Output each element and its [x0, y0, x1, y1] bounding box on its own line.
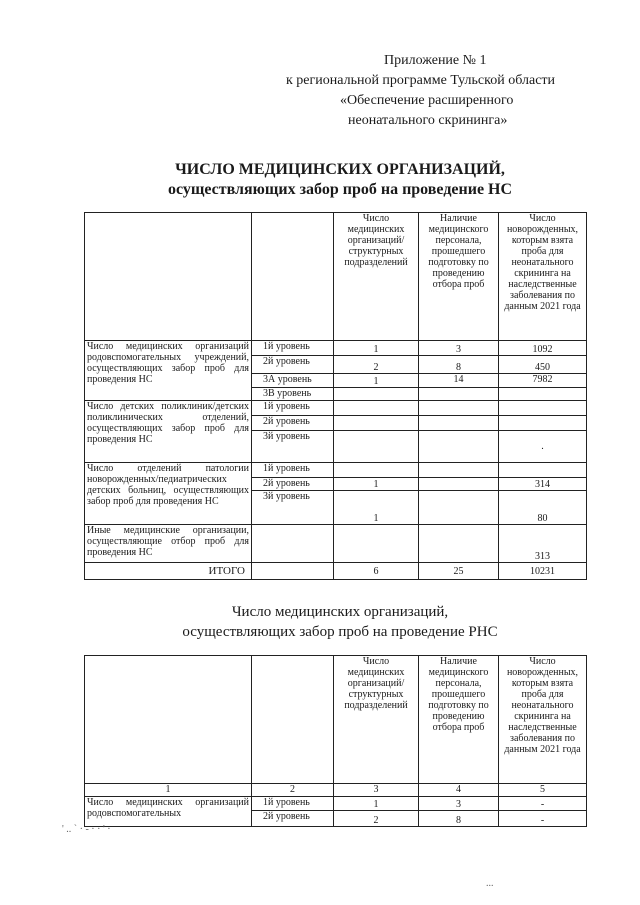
- orgs-cell: [334, 431, 419, 463]
- staff-cell: 3: [419, 797, 499, 811]
- staff-cell: 8: [419, 811, 499, 827]
- section2-title-line-1: Число медицинских организаций,: [231, 604, 449, 620]
- orgs-cell: 1: [334, 374, 419, 388]
- group-label-polyclinics: Число детских поликлиник/детских поликлинических отделений, осуществляющих забор проб для проведения НС: [85, 401, 252, 463]
- orgs-cell: 1: [334, 478, 419, 491]
- newborns-cell: -: [499, 811, 587, 827]
- column-number: 1: [85, 784, 252, 797]
- newborns-cell: [499, 388, 587, 401]
- group-label-maternity: Число медицинских организаций родовспомогательных: [85, 797, 252, 827]
- newborns-cell: -: [499, 797, 587, 811]
- staff-cell: 8: [419, 356, 499, 374]
- orgs-cell: [334, 388, 419, 401]
- orgs-cell: 2: [334, 811, 419, 827]
- level-cell: 3В уровень: [252, 388, 334, 401]
- level-cell: 1й уровень: [252, 463, 334, 478]
- section2-title-line-2: осуществляющих забор проб на проведение РНС: [182, 624, 498, 640]
- table-row: [85, 401, 587, 416]
- orgs-cell: 2: [334, 356, 419, 374]
- column-number: 3: [334, 784, 419, 797]
- staff-cell: 14: [419, 374, 499, 388]
- header-newborns: Число новорожденных, которым взята проба для неонатального скрининга на наследственные заболевания по данным 2021 года: [499, 656, 587, 784]
- table-header-row: [85, 656, 587, 784]
- section1-title-line-1: ЧИСЛО МЕДИЦИНСКИХ ОРГАНИЗАЦИЙ,: [175, 161, 505, 178]
- level-cell: 1й уровень: [252, 341, 334, 356]
- newborns-cell: [499, 463, 587, 478]
- level-cell: 2й уровень: [252, 416, 334, 431]
- header-orgs: Число медицинских организаций/ структурных подразделений: [334, 656, 419, 784]
- newborns-cell: 314: [499, 478, 587, 491]
- newborns-cell: 1092: [499, 341, 587, 356]
- group-label-other: Иные медицинские организации, осуществляющие отбор проб для проведения НС: [85, 525, 252, 563]
- staff-cell: [419, 525, 499, 563]
- level-cell: 2й уровень: [252, 356, 334, 374]
- newborns-cell: 450: [499, 356, 587, 374]
- group-label-pathology: Число отделений патологии новорожденных/педиатрических детских больниц, осуществляющих забор проб для проведения НС: [85, 463, 252, 525]
- newborns-cell: 313: [499, 525, 587, 563]
- header-orgs: Число медицинских организаций/ структурных подразделений: [334, 213, 419, 341]
- staff-cell: [419, 401, 499, 416]
- staff-cell: [419, 463, 499, 478]
- total-label: ИТОГО: [85, 563, 252, 580]
- level-cell: 2й уровень: [252, 811, 334, 827]
- orgs-cell: 1: [334, 341, 419, 356]
- total-newborns: 10231: [499, 563, 587, 580]
- level-cell: 1й уровень: [252, 401, 334, 416]
- table-ns: [84, 212, 587, 580]
- header-staff: Наличие медицинского персонала, прошедшего подготовку по проведению отбора проб: [419, 656, 499, 784]
- staff-cell: [419, 431, 499, 463]
- header-cell-empty: [85, 213, 252, 341]
- total-row: [85, 563, 587, 580]
- level-cell: 3А уровень: [252, 374, 334, 388]
- header-staff: Наличие медицинского персонала, прошедшего подготовку по проведению отбора проб: [419, 213, 499, 341]
- newborns-cell: [499, 416, 587, 431]
- appendix-line-3: «Обеспечение расширенного: [340, 93, 514, 108]
- level-cell: 3й уровень: [252, 431, 334, 463]
- level-cell: 2й уровень: [252, 478, 334, 491]
- column-number: 2: [252, 784, 334, 797]
- orgs-cell: [334, 525, 419, 563]
- header-cell-empty: [85, 656, 252, 784]
- group-label-maternity: Число медицинских организаций родовспомогательных учреждений, осуществляющих забор проб для проведения НС: [85, 341, 252, 401]
- table-row: [85, 341, 587, 356]
- orgs-cell: [334, 401, 419, 416]
- level-cell: 3й уровень: [252, 491, 334, 525]
- column-number: 4: [419, 784, 499, 797]
- appendix-line-4: неонатального скрининга»: [348, 113, 508, 128]
- section1-title-line-2: осуществляющих забор проб на проведение НС: [167, 181, 513, 198]
- staff-cell: [419, 478, 499, 491]
- header-cell-empty: [252, 213, 334, 341]
- scan-marks: ' .. ` · - · · ' ·: [62, 824, 111, 835]
- header-newborns: Число новорожденных, которым взята проба для неонатального скрининга на наследственные заболевания по данным 2021 года: [499, 213, 587, 341]
- staff-cell: [419, 491, 499, 525]
- staff-cell: [419, 416, 499, 431]
- orgs-cell: 1: [334, 491, 419, 525]
- table-header-row: [85, 213, 587, 341]
- level-cell: [252, 525, 334, 563]
- appendix-line-1: Приложение № 1: [384, 53, 487, 68]
- staff-cell: 3: [419, 341, 499, 356]
- table-rns: [84, 655, 587, 827]
- column-number: 5: [499, 784, 587, 797]
- table-row: [85, 525, 587, 563]
- newborns-cell: .: [499, 431, 587, 463]
- level-cell: 1й уровень: [252, 797, 334, 811]
- newborns-cell: 80: [499, 491, 587, 525]
- scan-dots: ...: [486, 878, 494, 889]
- total-staff: 25: [419, 563, 499, 580]
- table-row: [85, 797, 587, 811]
- appendix-line-2: к региональной программе Тульской области: [286, 73, 556, 88]
- orgs-cell: [334, 463, 419, 478]
- header-cell-empty: [252, 656, 334, 784]
- orgs-cell: 1: [334, 797, 419, 811]
- newborns-cell: 7982: [499, 374, 587, 388]
- newborns-cell: [499, 401, 587, 416]
- table-row: [85, 463, 587, 478]
- orgs-cell: [334, 416, 419, 431]
- column-number-row: [85, 784, 587, 797]
- total-level-empty: [252, 563, 334, 580]
- staff-cell: [419, 388, 499, 401]
- total-orgs: 6: [334, 563, 419, 580]
